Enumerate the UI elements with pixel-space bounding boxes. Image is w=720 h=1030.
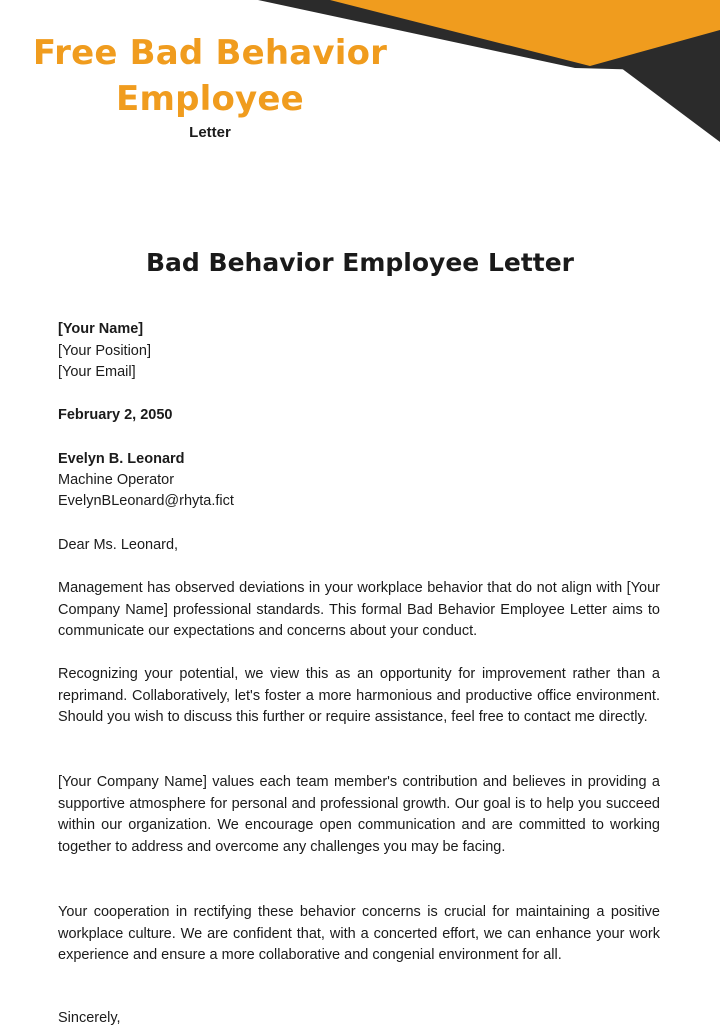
body-paragraph: Management has observed deviations in your workplace behavior that do not align with [Your Company Name] professional standards. This formal Bad Behavior Employee Letter aims to communicate our expectations and concerns about your conduct.: [58, 580, 660, 640]
recipient-title: Machine Operator: [58, 472, 175, 488]
salutation: Dear Ms. Leonard,: [58, 537, 179, 553]
body-paragraph: [Your Company Name] values each team member's contribution and believes in providing a supportive atmosphere for personal and professional growth. Our goal is to help you succeed within our organization. We encourage open communication and are committed to working together to address and overcome any challenges you may be facing.: [58, 774, 660, 855]
header-title: Free Bad Behavior Employee: [32, 33, 388, 119]
body-paragraph: Recognizing your potential, we view this as an opportunity for improvement rather than a reprimand. Collaboratively, let's foster a more harmonious and productive office environment. Should you wish to discuss this further or require assistance, feel free to contact me directly.: [58, 666, 660, 726]
recipient-email: EvelynBLeonard@rhyta.fict: [58, 493, 234, 509]
closing: Sincerely,: [58, 1010, 121, 1026]
recipient-name: Evelyn B. Leonard: [58, 451, 185, 467]
letter-title: Bad Behavior Employee Letter: [145, 248, 575, 277]
letter-date: February 2, 2050: [58, 407, 173, 423]
sender-email: [Your Email]: [58, 364, 136, 380]
sender-name: [Your Name]: [58, 321, 144, 337]
header-subtitle: Letter: [189, 124, 231, 141]
sender-position: [Your Position]: [58, 343, 151, 359]
body-paragraph: Your cooperation in rectifying these behavior concerns is crucial for maintaining a positive workplace culture. We are confident that, with a concerted effort, we can enhance your work experience and ensure a more collaborative and congenial environment for all.: [58, 904, 660, 964]
